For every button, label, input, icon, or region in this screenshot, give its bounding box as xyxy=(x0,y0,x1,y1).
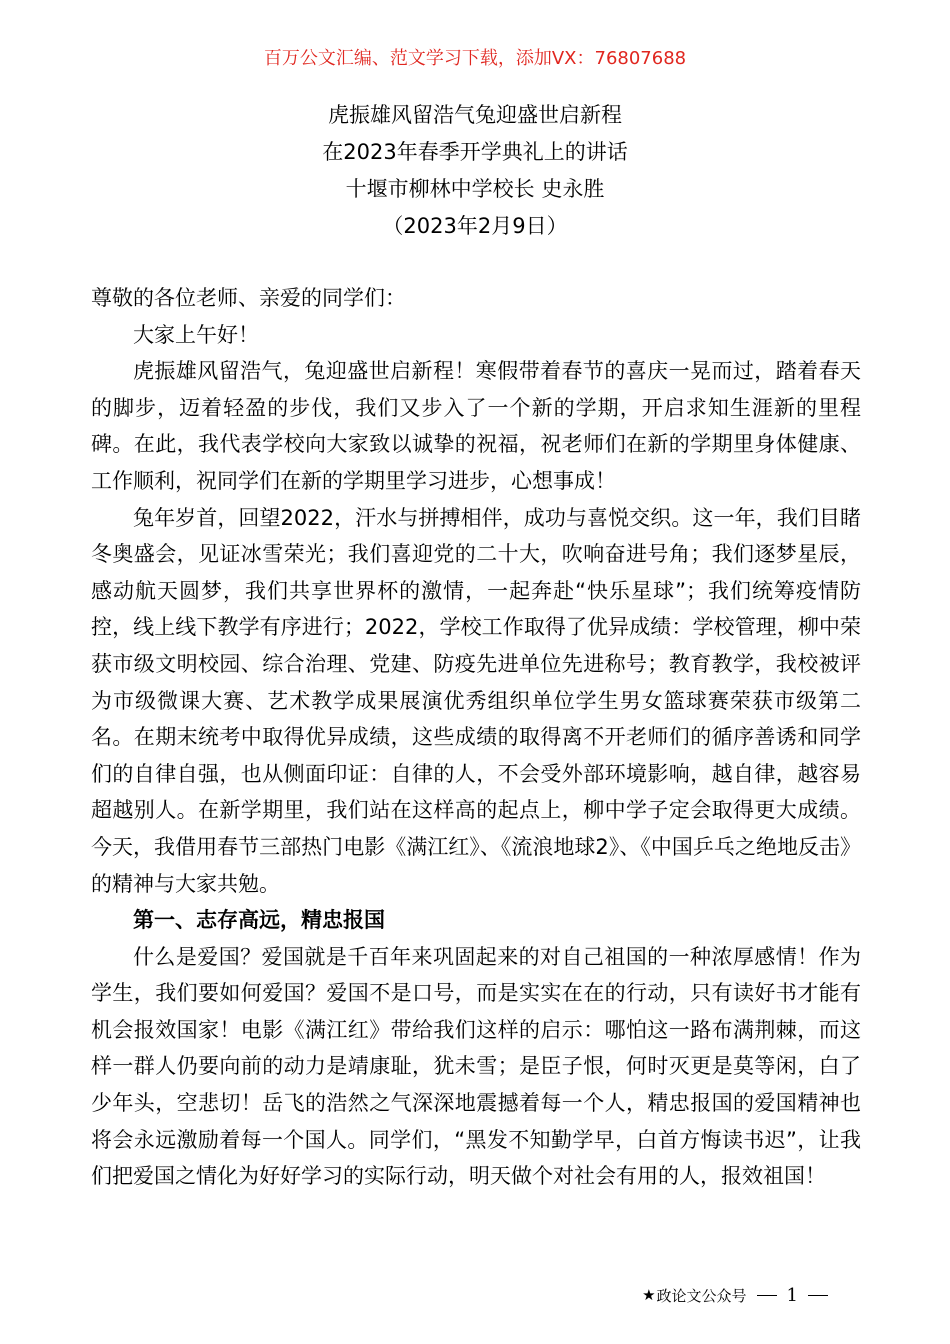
paragraph-2: 兔年岁首，回望2022，汗水与拼搏相伴，成功与喜悦交织。这一年，我们目睹冬奥盛会，见证冰雪荣光；我们喜迎党的二十大，吹响奋进号角；我们逐梦星辰，感动航天圆梦，我们共享世界杯的激情，一起奔赴“快乐星球”；我们统筹疫情防控，线上线下教学有序进行；2022，学校工作取得了优异成绩：学校管理，柳中荣获市级文明校园、综合治理、党建、防疫先进单位先进称号；教育教学，我校被评为市级微课大赛、艺术教学成果展演优秀组织单位学生男女篮球赛荣获市级第二名。在期末统考中取得优异成绩，这些成绩的取得离不开老师们的循序善诱和同学们的自律自强，也从侧面印证：自律的人，不会受外部环境影响，越自律，越容易超越别人。在新学期里，我们站在这样高的起点上，柳中学子定会取得更大成绩。今天，我借用春节三部热门电影《满江红》、《流浪地球2》、《中国乒乓之绝地反击》的精神与大家共勉。 xyxy=(91,505,861,896)
greeting: 大家上午好！ xyxy=(133,322,259,347)
paragraph-1: 虎振雄风留浩气，兔迎盛世启新程！寒假带着春节的喜庆一晃而过，踏着春天的脚步，迈着轻盈的步伐，我们又步入了一个新的学期，开启求知生涯新的里程碑。在此，我代表学校向大家致以诚挚的祝福，祝老师们在新的学期里身体健康、工作顺利，祝同学们在新的学期里学习进步，心想事成！ xyxy=(91,359,861,493)
section-heading-1: 第一、志存高远，精忠报国 xyxy=(133,908,385,933)
page-number: 1 xyxy=(786,1284,798,1306)
author-line: 十堰市柳林中学校长 史永胜 xyxy=(345,177,605,201)
header-banner: 百万公文汇编、范文学习下载，添加VX：76807688 xyxy=(263,48,687,69)
date-line: （2023年2月9日） xyxy=(382,214,568,238)
footer-dash-left xyxy=(757,1295,777,1296)
salutation: 尊敬的各位老师、亲爱的同学们： xyxy=(91,286,406,310)
footer-label: 政论文公众号 xyxy=(656,1286,747,1305)
star-icon: ★ xyxy=(642,1286,656,1304)
document-title-block xyxy=(0,97,950,245)
document-subtitle: 在2023年春季开学典礼上的讲话 xyxy=(322,140,628,164)
paragraph-3: 什么是爱国？爱国就是千百年来巩固起来的对自己祖国的一种浓厚感情！作为学生，我们要如何爱国？爱国不是口号，而是实实在在的行动，只有读好书才能有机会报效国家！电影《满江红》带给我们这样的启示：哪怕这一路布满荆棘，而这样一群人仍要向前的动力是靖康耻，犹未雪；是臣子恨，何时灭更是莫等闲，白了少年头，空悲切！岳飞的浩然之气深深地震撼着每一个人，精忠报国的爱国精神也将会永远激励着每一个国人。同学们，“黑发不知勤学早，白首方悔读书迟”，让我们把爱国之情化为好好学习的实际行动，明天做个对社会有用的人，报效祖国！ xyxy=(91,944,861,1189)
page-footer xyxy=(642,1282,838,1308)
document-title: 虎振雄风留浩气兔迎盛世启新程 xyxy=(328,103,622,127)
speech-body xyxy=(91,280,861,1195)
footer-dash-right xyxy=(808,1295,828,1296)
